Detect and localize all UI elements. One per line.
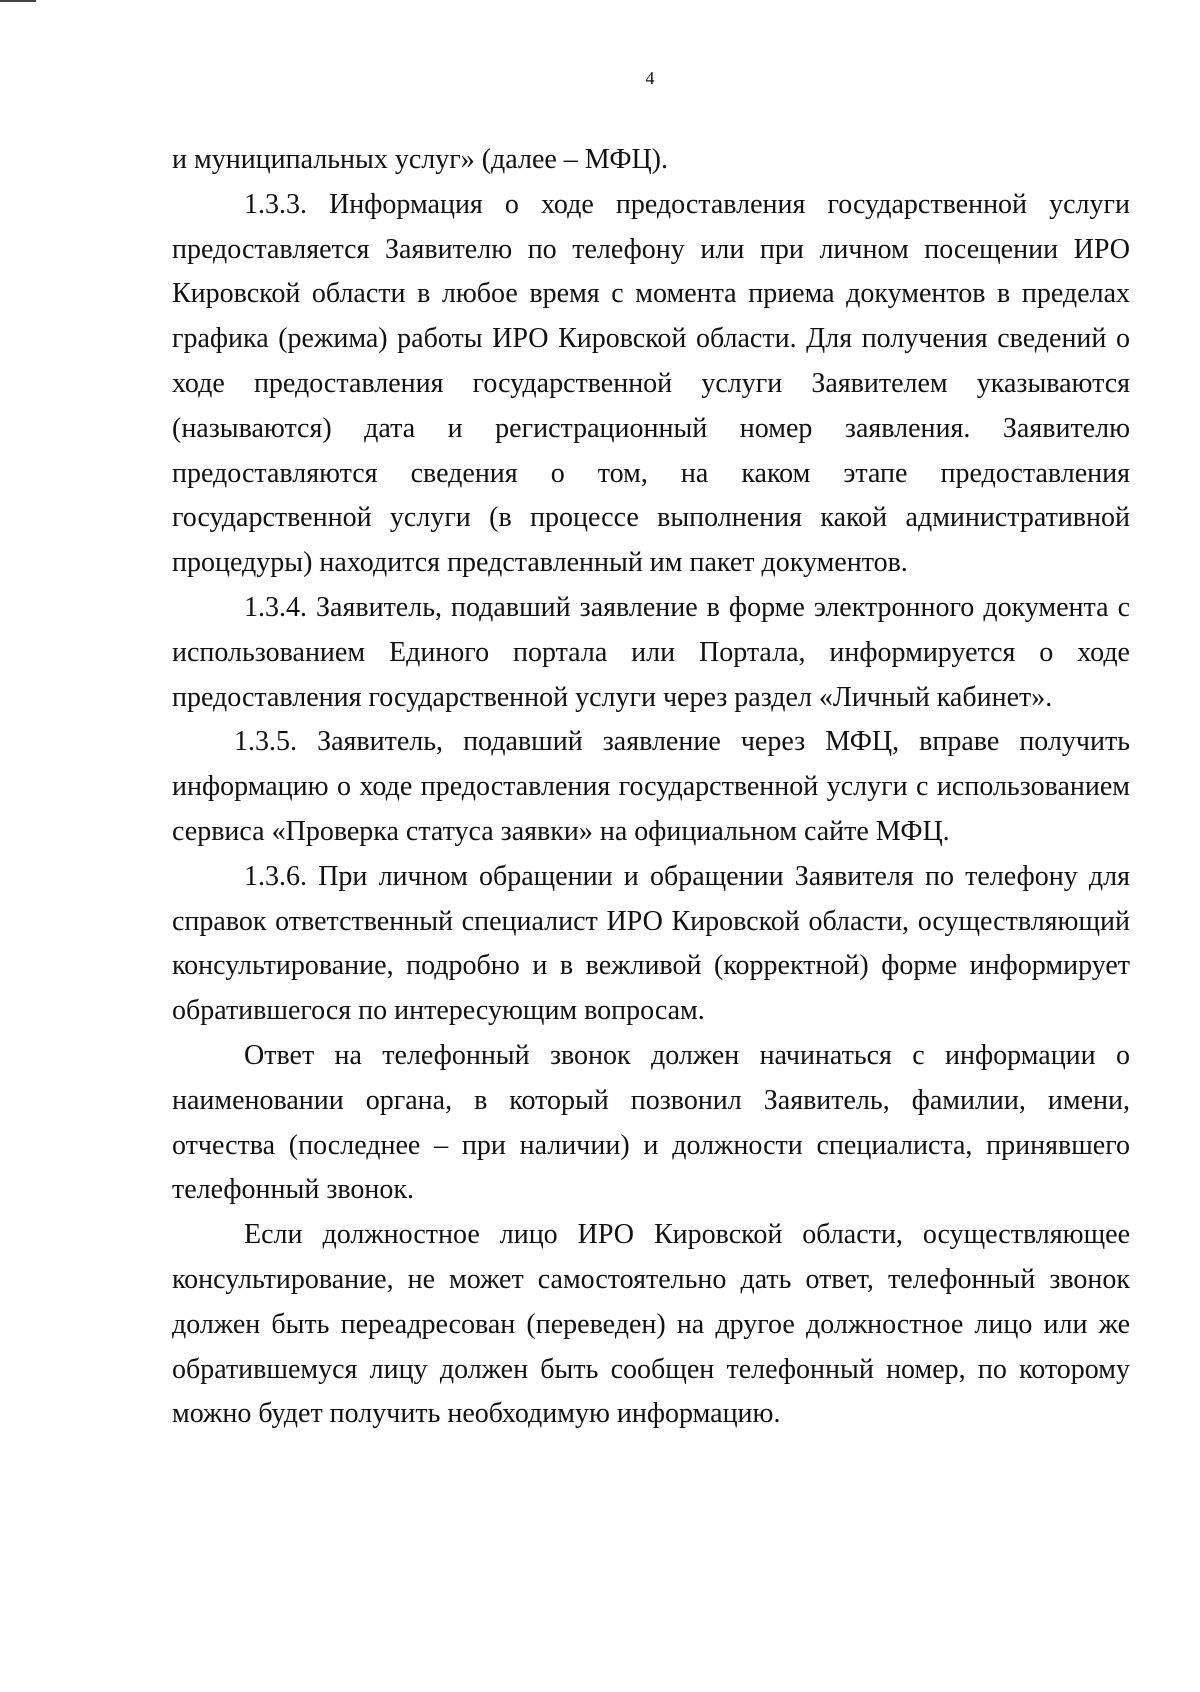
paragraph-phone-answer: Ответ на телефонный звонок должен начинаться с информации о наименовании органа, в который позвонил Заявитель, фамилии, имени, отчества (последнее – при наличии) и должности специалиста, принявшего телефонный звонок. xyxy=(172,1039,1130,1206)
paragraph-continuation: и муниципальных услуг» (далее – МФЦ). xyxy=(172,144,668,175)
page-number: 4 xyxy=(645,68,655,88)
paragraph-1-3-3: 1.3.3. Информация о ходе предоставления государственной услуги предоставляется Заявителю по телефону или при личном посещении ИРО Кировской области в любое время с момента приема документов в пределах графика (режима) работы ИРО Кировской области. Для получения сведений о ходе предоставления государственной услуги Заявителем указываются (называются) дата и регистрационный номер заявления. Заявителю предоставляются сведения о том, на каком этапе предоставления государственной услуги (в процессе выполнения какой административной процедуры) находится представленный им пакет документов. xyxy=(172,188,1130,579)
paragraph-redirect: Если должностное лицо ИРО Кировской области, осуществляющее консультирование, не может самостоятельно дать ответ, телефонный звонок должен быть переадресован (переведен) на другое должностное лицо или же обратившемуся лицу должен быть сообщен телефонный номер, по которому можно будет получить необходимую информацию. xyxy=(172,1219,1130,1430)
paragraph-1-3-5: 1.3.5. Заявитель, подавший заявление через МФЦ, вправе получить информацию о ходе предоставления государственной услуги с использованием сервиса «Проверка статуса заявки» на официальном сайте МФЦ. xyxy=(172,726,1130,847)
paragraph-1-3-6: 1.3.6. При личном обращении и обращении Заявителя по телефону для справок ответственный специалист ИРО Кировской области, осуществляющий консультирование, подробно и в вежливой (корректной) форме информирует обратившегося по интересующим вопросам. xyxy=(172,860,1130,1027)
document-body xyxy=(172,138,1130,1437)
scan-edge-mark xyxy=(0,0,36,2)
paragraph-1-3-4: 1.3.4. Заявитель, подавший заявление в форме электронного документа с использованием Единого портала или Портала, информируется о ходе предоставления государственной услуги через раздел «Личный кабинет». xyxy=(172,591,1130,713)
